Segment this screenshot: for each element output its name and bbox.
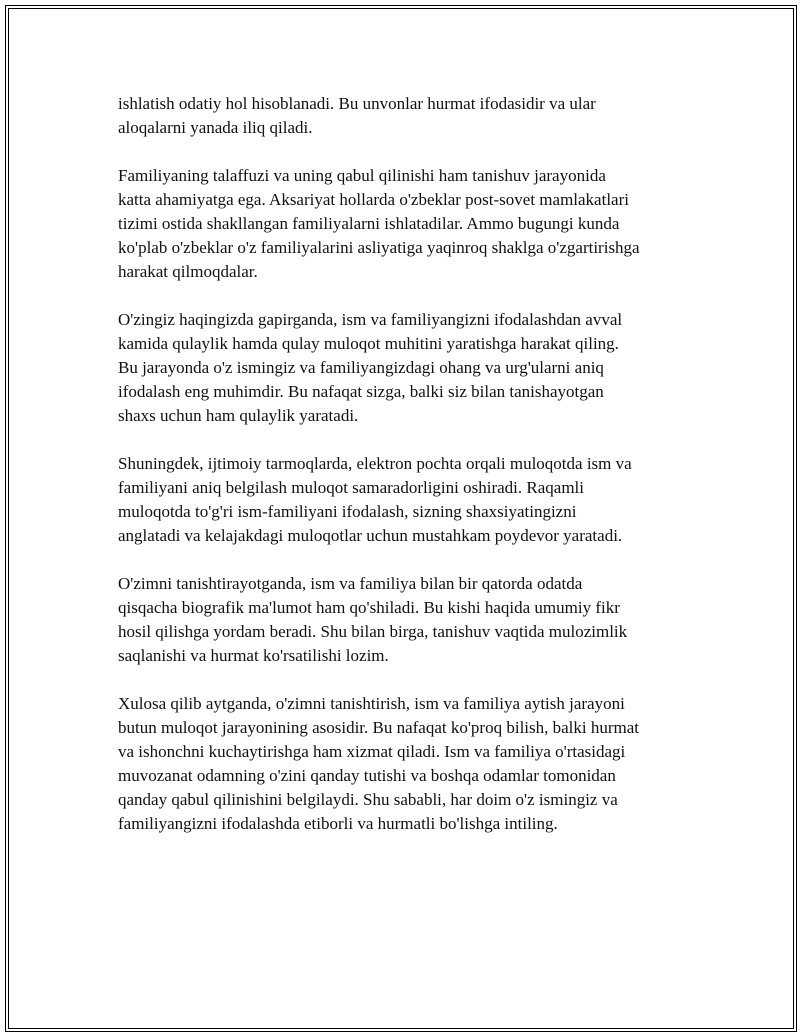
document-body <box>118 92 698 860</box>
paragraph-6: Xulosa qilib aytganda, o'zimni tanishtirish, ism va familiya aytish jarayoni butun muloqot jarayonining asosidir. Bu nafaqat ko'proq bilish, balki hurmat va ishonchni kuchaytirishga ham xizmat qiladi. Ism va familiya o'rtasidagi muvozanat odamning o'zini qanday tutishi va boshqa odamlar tomonidan qanday qabul qilinishini belgilaydi. Shu sababli, har doim o'z ismingiz va familiyangizni ifodalashda etiborli va hurmatli bo'lishga intiling. <box>118 694 640 833</box>
paragraph-1: ishlatish odatiy hol hisoblanadi. Bu unvonlar hurmat ifodasidir va ular aloqalarni yanada iliq qiladi. <box>118 94 596 137</box>
paragraph-4: Shuningdek, ijtimoiy tarmoqlarda, elektron pochta orqali muloqotda ism va familiyani aniq belgilash muloqot samaradorligini oshiradi. Raqamli muloqotda to'g'ri ism-familiyani ifodalash, sizning shaxsiyatingizni anglatadi va kelajakdagi muloqotlar uchun mustahkam poydevor yaratadi. <box>118 454 632 545</box>
paragraph-2: Familiyaning talaffuzi va uning qabul qilinishi ham tanishuv jarayonida katta ahamiyatga ega. Aksariyat hollarda o'zbeklar post-sovet mamlakatlari tizimi ostida shakllangan familiyalarni ishlatadilar. Ammo bugungi kunda ko'plab o'zbeklar o'z familiyalarini asliyatiga yaqinroq shaklga o'zgartirishga harakat qilmoqdalar. <box>118 166 640 281</box>
paragraph-3: O'zingiz haqingizda gapirganda, ism va familiyangizni ifodalashdan avval kamida qulaylik hamda qulay muloqot muhitini yaratishga harakat qiling. Bu jarayonda o'z ismingiz va familiyangizdagi ohang va urg'ularni aniq ifodalash eng muhimdir. Bu nafaqat sizga, balki siz bilan tanishayotgan shaxs uchun ham qulaylik yaratadi. <box>118 310 623 425</box>
paragraph-5: O'zimni tanishtirayotganda, ism va familiya bilan bir qatorda odatda qisqacha biografik ma'lumot ham qo'shiladi. Bu kishi haqida umumiy fikr hosil qilishga yordam beradi. Shu bilan birga, tanishuv vaqtida mulozimlik saqlanishi va hurmat ko'rsatilishi lozim. <box>118 574 628 665</box>
